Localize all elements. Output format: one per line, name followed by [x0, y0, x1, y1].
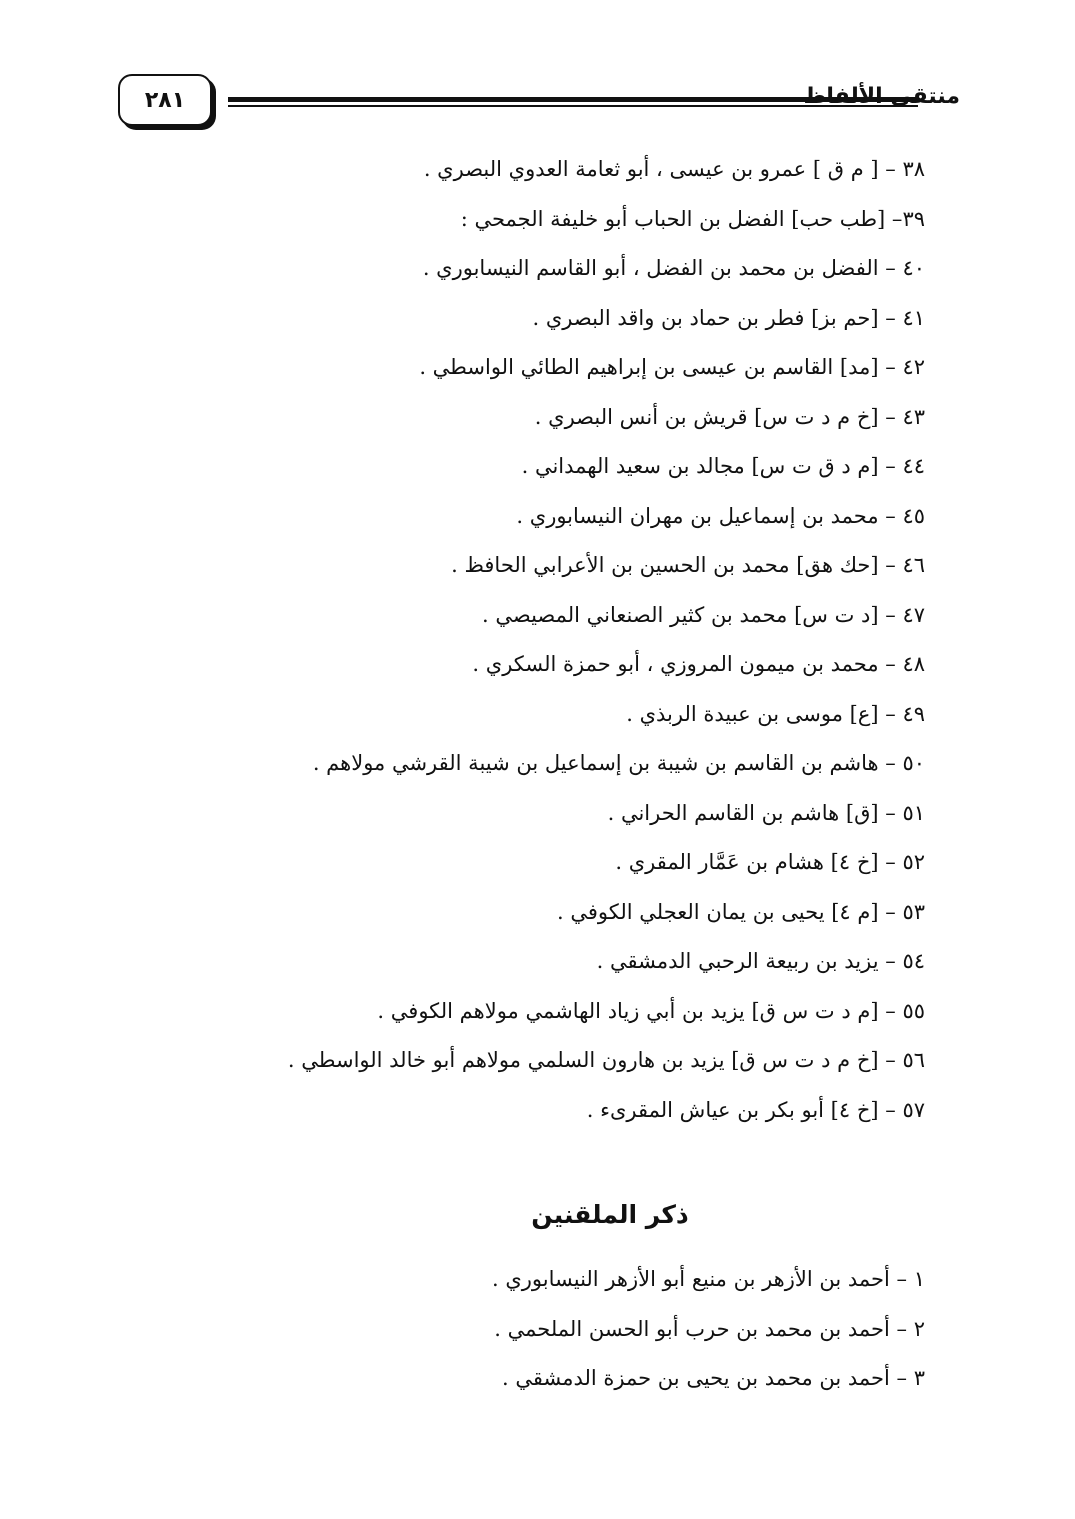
- entry-line: ٤٩ – [ع] موسى بن عبيدة الربذي .: [626, 701, 925, 726]
- entry-line: ٤٨ – محمد بن ميمون المروزي ، أبو حمزة السكري .: [472, 652, 925, 676]
- page-header: [110, 70, 960, 130]
- page-number-badge: [118, 74, 212, 126]
- entry-line: ٥٤ – يزيد بن ربيعة الرحبي الدمشقي .: [596, 949, 925, 973]
- page-number: ٢٨١: [144, 87, 186, 113]
- entry-line: ٤٤ – [م د ق ت س] مجالد بن سعيد الهمداني .: [521, 454, 925, 478]
- section-entries-list: [45, 1255, 925, 1404]
- entry-line: ٥١ – [ق] هاشم بن القاسم الحراني .: [607, 800, 925, 825]
- entry-line: ٣٩– [طب حب] الفضل بن الحباب أبو خليفة الجمحي :: [460, 206, 925, 231]
- entry-line: ٤٢ – [مد] القاسم بن عيسى بن إبراهيم الطائي الواسطي .: [419, 355, 925, 379]
- section-entry-line: ٢ – أحمد بن محمد بن حرب أبو الحسن الملحمي .: [494, 1316, 925, 1341]
- section-entry-line: ٣ – أحمد بن محمد بن يحيى بن حمزة الدمشقي .: [502, 1366, 925, 1390]
- section-entry-line: ١ – أحمد بن الأزهر بن منيع أبو الأزهر النيسابوري .: [491, 1267, 925, 1291]
- book-title: منتقى الألفاظ: [803, 84, 960, 109]
- entry-line: ٤٧ – [د ت س] محمد بن كثير الصنعاني المصيصي .: [482, 602, 925, 627]
- entry-line: ٤٦ – [حك هق] محمد بن الحسين بن الأعرابي الحافظ .: [451, 553, 925, 577]
- entry-line: ٤٣ – [خ م د ت س] قريش بن أنس البصري .: [534, 404, 925, 429]
- entry-line: ٥٦ – [خ م د ت س ق] يزيد بن هارون السلمي مولاهم أبو خالد الواسطي .: [287, 1048, 925, 1072]
- section-heading: ذكر الملقنين: [531, 1200, 689, 1229]
- entry-line: ٤١ – [حم بز] فطر بن حماد بن واقد البصري .: [532, 305, 925, 330]
- entry-line: ٤٥ – محمد بن إسماعيل بن مهران النيسابوري .: [516, 503, 925, 528]
- entries-list: [45, 145, 925, 1135]
- entry-line: ٤٠ – الفضل بن محمد بن الفضل ، أبو القاسم النيسابوري .: [422, 256, 925, 280]
- entry-line: ٥٥ – [م د ت س ق] يزيد بن أبي زياد الهاشمي مولاهم الكوفي .: [377, 998, 925, 1023]
- entry-line: ٥٠ – هاشم بن القاسم بن شيبة بن إسماعيل بن شيبة القرشي مولاهم .: [312, 751, 925, 775]
- entry-line: ٣٨ – [ م ق ] عمرو بن عيسى ، أبو ثعامة العدوي البصري .: [423, 157, 925, 181]
- entry-line: ٥٣ – [م ٤] يحيى بن يمان العجلي الكوفي .: [557, 899, 925, 924]
- entry-line: ٥٢ – [خ ٤] هشام بن عَمَّار المقري .: [615, 850, 925, 874]
- entry-line: ٥٧ – [خ ٤] أبو بكر بن عياش المقرىء .: [586, 1097, 925, 1122]
